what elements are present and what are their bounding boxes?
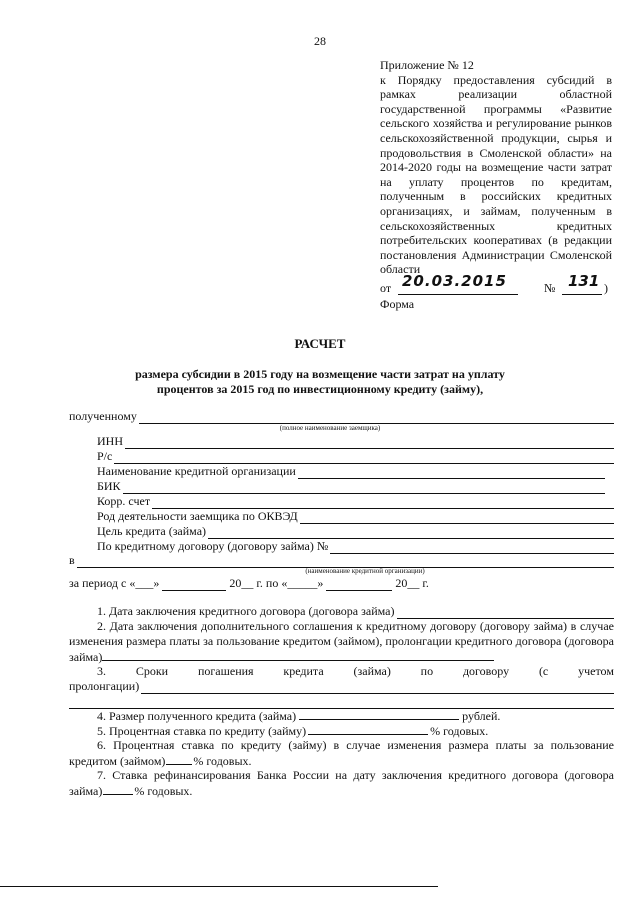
item-3-word: по [420, 664, 434, 678]
period-from: за период с «___» [69, 576, 160, 590]
item-3-word: (займа) [353, 664, 391, 678]
okved-label: Род деятельности заемщика по ОКВЭД [97, 509, 298, 523]
item-7-unit: % годовых. [134, 784, 193, 798]
handwritten-number: 131 [568, 271, 600, 290]
rs-label: Р/с [97, 449, 113, 463]
okved-line[interactable] [300, 512, 614, 524]
form-label: Форма [380, 296, 415, 311]
document-subtitle: размера субсидии в 2015 году на возмещение части затрат на уплату процентов за 2015 год по инвестиционному кредиту (займу), [135, 367, 505, 396]
item-3-tail: пролонгации) [69, 679, 140, 693]
item-3-words [69, 664, 614, 679]
bik-field [97, 479, 605, 494]
bank-name-field [97, 464, 605, 479]
corr-field [97, 494, 614, 509]
date-underline [398, 294, 518, 295]
inn-field [97, 434, 614, 449]
period-from-month[interactable] [162, 579, 226, 591]
appendix-date-row [380, 271, 612, 297]
inn-label: ИНН [97, 434, 123, 448]
okved-field [97, 509, 614, 524]
borrower-field [69, 409, 614, 424]
item-3-word: 3. [97, 664, 106, 678]
item-7 [69, 768, 614, 799]
item-4-line[interactable] [299, 708, 459, 720]
item-7-line[interactable] [103, 783, 133, 795]
appendix-block [380, 58, 612, 312]
borrower-line[interactable] [139, 412, 614, 424]
in-label: в [69, 553, 75, 567]
item-3-word: погашения [197, 664, 254, 678]
number-label: № [544, 280, 556, 295]
document-title: РАСЧЕТ [294, 336, 346, 351]
item-3-word: (с [538, 664, 549, 678]
item-2-text: 2. Дата заключения дополнительного соглашения к кредитному договору (договору займа) в случае изменения размера платы за пользование кредитом (займом), пролонгации кредитного договора (договора займа) [69, 619, 614, 664]
handwritten-date: 20.03.2015 [402, 271, 507, 290]
item-6-text: 6. Процентная ставка по кредиту (займу) в случае изменения размера платы за пользование кредитом (займом) [69, 738, 614, 768]
from-label: от [380, 280, 392, 295]
period-year: 20__ г. [395, 576, 429, 590]
item-3-extra-line[interactable] [69, 694, 614, 709]
period-to: 20__ г. по «_____» [229, 576, 324, 590]
item-5-text: 5. Процентная ставка по кредиту (займу) [97, 724, 307, 738]
corr-label: Корр. счет [97, 494, 151, 508]
item-3-line[interactable] [141, 682, 614, 694]
borrower-hint: (полное наименование заемщика) [279, 424, 381, 432]
item-4 [69, 708, 614, 724]
item-3-word: договору [462, 664, 510, 678]
item-1-line[interactable] [397, 607, 614, 619]
appendix-text: к Порядку предоставления субсидий в рамках реализации областной государственной программы «Развитие сельского хозяйства и регулирование рынков сельскохозяйственной продукции, сырья и продовольствия в Смоленской области» на 2014-2020 годы на возмещение части затрат на уплату процентов по кредитам, полученным в российских кредитных организациях, и займам, полученным в сельскохозяйственных кредитных потребительских кооперативах (в редакции постановления Администрации Смоленской области [380, 72, 612, 277]
item-5-line[interactable] [308, 723, 428, 735]
item-4-text: 4. Размер полученного кредита (займа) [97, 709, 297, 723]
closing-paren: ) [604, 280, 608, 295]
contract-field [97, 539, 614, 554]
period-to-month[interactable] [326, 579, 392, 591]
item-5-unit: % годовых. [430, 724, 489, 738]
number-underline [562, 294, 602, 295]
rs-field [97, 449, 614, 464]
bank-name-label: Наименование кредитной организации [97, 464, 296, 478]
item-2-line[interactable] [102, 649, 494, 661]
page-number: 28 [314, 34, 326, 48]
bik-label: БИК [97, 479, 121, 493]
item-1 [69, 604, 614, 619]
item-3-word: Сроки [135, 664, 169, 678]
bik-line[interactable] [123, 482, 605, 494]
item-5 [69, 723, 614, 739]
item-3 [69, 664, 614, 709]
item-3-word: учетом [578, 664, 614, 678]
item-6-unit: % годовых. [193, 754, 252, 768]
received-label: полученному [69, 409, 137, 423]
in-org-field [69, 553, 614, 568]
contract-label: По кредитному договору (договору займа) № [97, 539, 329, 553]
item-1-text: 1. Дата заключения кредитного договора (договора займа) [97, 604, 395, 618]
item-6 [69, 738, 614, 769]
item-6-line[interactable] [166, 753, 192, 765]
purpose-line[interactable] [208, 527, 614, 539]
rs-line[interactable] [114, 452, 614, 464]
purpose-field [97, 524, 614, 539]
footnote-separator [0, 886, 438, 887]
org-hint: (наименование кредитной организации) [305, 567, 425, 575]
item-3-word: кредита [283, 664, 324, 678]
item-7-text: 7. Ставка рефинансирования Банка России на дату заключения кредитного договора (договора займа) [69, 768, 614, 798]
purpose-label: Цель кредита (займа) [97, 524, 207, 538]
corr-line[interactable] [152, 497, 614, 509]
period-field [69, 576, 429, 591]
item-2 [69, 619, 614, 665]
bank-name-line[interactable] [298, 467, 605, 479]
inn-line[interactable] [125, 437, 614, 449]
item-4-unit: рублей. [462, 709, 501, 723]
appendix-title: Приложение № 12 [380, 58, 474, 72]
